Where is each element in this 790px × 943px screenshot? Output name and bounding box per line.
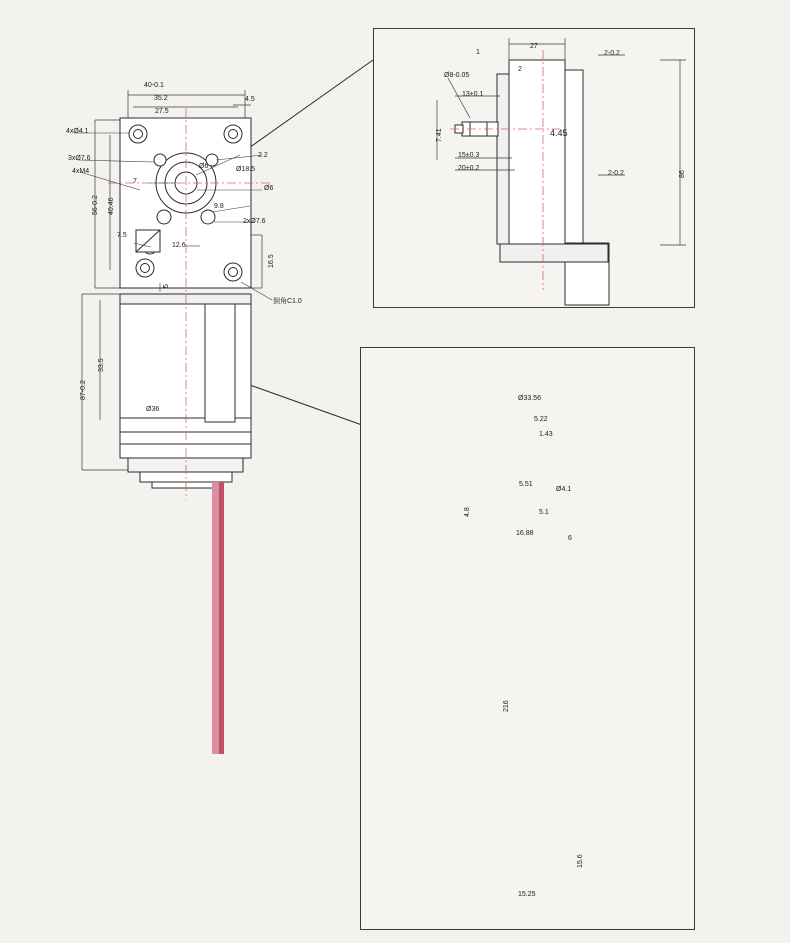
dim-33-5: 33.5 xyxy=(98,358,105,372)
dim-bd4-1: Ø4.1 xyxy=(556,486,572,493)
dim-4xm4: 4xM4 xyxy=(72,168,90,175)
dim-t15: 15±0.3 xyxy=(458,152,480,159)
dim-t27: 27 xyxy=(530,43,538,50)
dim-16-5: 16.5 xyxy=(268,254,275,268)
dim-b4-8: 4.8 xyxy=(464,507,471,517)
dim-t2-02b: 2-0.2 xyxy=(608,170,624,177)
dim-4xd41: 4xØ4.1 xyxy=(66,128,89,135)
dim-5: 5 xyxy=(163,284,170,288)
dim-t2: 2 xyxy=(518,66,522,73)
dim-7: 7 xyxy=(133,178,137,185)
dim-t2-02a: 2-0.2 xyxy=(604,50,620,57)
dim-27-5: 27.5 xyxy=(155,108,169,115)
dim-b15-6: 15.6 xyxy=(577,854,584,868)
dim-12-6: 12.6 xyxy=(172,242,186,249)
dim-d18-5: Ø18.5 xyxy=(236,166,256,173)
dim-b5-51: 5.51 xyxy=(519,481,533,488)
dim-d36: Ø36 xyxy=(146,406,160,413)
dim-chamfer: 倒角C1.0 xyxy=(273,298,302,305)
dim-4-5: 4.5 xyxy=(245,96,255,103)
dim-56: 56-0.2 xyxy=(92,195,99,215)
dim-7-5: 7.5 xyxy=(117,232,127,239)
dim-35-2: 35.2 xyxy=(154,95,168,102)
dim-bd3356: Ø33.56 xyxy=(518,395,541,402)
dim-b216: 216 xyxy=(503,700,510,712)
dim-3xd76: 3xØ7.6 xyxy=(68,155,91,162)
dim-87: 87-0.2 xyxy=(80,380,87,400)
dim-t20: 20±0.2 xyxy=(458,165,480,172)
bottom-right-panel xyxy=(360,347,695,930)
dim-2-2: 2.2 xyxy=(258,152,268,159)
dim-b15-25: 15.25 xyxy=(518,891,536,898)
dim-d6: Ø6 xyxy=(199,163,209,170)
dim-b6: 6 xyxy=(568,535,572,542)
dim-td8: Ø8-0.05 xyxy=(444,72,470,79)
dim-t4-45: 4.45 xyxy=(550,128,568,138)
dim-t7-41: 7.41 xyxy=(436,128,443,142)
dim-t13: 13±0.1 xyxy=(462,91,484,98)
dim-d6-b: Ø6 xyxy=(264,185,274,192)
dim-9-8: 9.8 xyxy=(214,203,224,210)
dim-b5-22: 5.22 xyxy=(534,416,548,423)
dim-40-46: 40.46 xyxy=(108,197,115,215)
dim-40: 40-0.1 xyxy=(144,82,164,89)
dim-b5-1: 5.1 xyxy=(539,509,549,516)
dim-t1: 1 xyxy=(476,49,480,56)
dim-b1-43: 1.43 xyxy=(539,431,553,438)
dim-2xd76: 2xØ7.6 xyxy=(243,218,266,225)
dim-t86: 86 xyxy=(679,170,686,178)
dim-b16-88: 16.88 xyxy=(516,530,534,537)
